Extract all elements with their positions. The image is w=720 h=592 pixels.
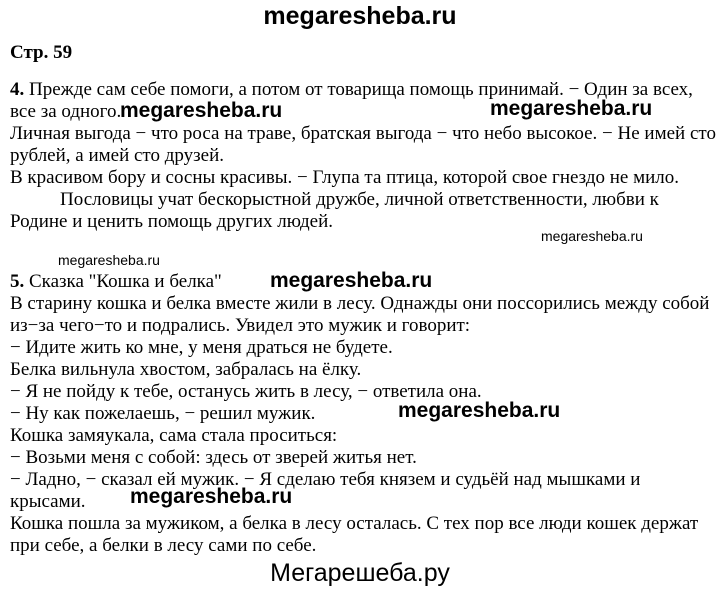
task5-number: 5.	[10, 271, 25, 292]
watermark: megaresheba.ru	[130, 485, 293, 508]
task5-line-1: В старину кошка и белка вместе жили в лесу. Однажды они поссорились между собой	[10, 293, 710, 314]
page-label: Стр. 59	[10, 42, 73, 63]
watermark: megaresheba.ru	[270, 269, 433, 292]
task4-line-7: Родине и ценить помощь других людей.	[10, 211, 334, 232]
task5-line-10: крысами.	[10, 491, 86, 512]
site-header: megaresheba.ru	[263, 2, 457, 30]
task5-line-6: − Ну как пожелаешь, − решил мужик.	[10, 403, 316, 424]
task4-line-6: Пословицы учат бескорыстной дружбе, личной ответственности, любви к	[60, 189, 659, 210]
task4-line-1: 4. Прежде сам себе помоги, а потом от товарища помощь принимай. − Один за всех,	[10, 79, 693, 100]
watermark: megaresheba.ru	[490, 97, 653, 120]
watermark-small: megaresheba.ru	[58, 252, 160, 268]
task4-line-4: рублей, а имей сто друзей.	[10, 145, 225, 166]
task5-line-2: из−за чего−то и подрались. Увидел это мужик и говорит:	[10, 315, 471, 336]
task5-title: Сказка "Кошка и белка"	[29, 271, 222, 292]
task4-line-3: Личная выгода − что роса на траве, братская выгода − что небо высокое. − Не имей сто	[10, 123, 716, 144]
watermark-small: megaresheba.ru	[541, 228, 643, 244]
task5-line-12: при себе, а белки в лесу сами по себе.	[10, 535, 317, 556]
task4-number: 4.	[10, 79, 25, 100]
task4-line-2: все за одного.	[10, 101, 122, 122]
task5-line-9: − Ладно, − сказал ей мужик. − Я сделаю тебя князем и судьёй над мышками и	[10, 469, 641, 490]
watermark: megaresheba.ru	[120, 99, 283, 122]
task5-title-line	[10, 271, 222, 293]
task5-line-3: − Идите жить ко мне, у меня драться не будете.	[10, 337, 393, 358]
task5-line-5: − Я не пойду к тебе, останусь жить в лесу, − ответила она.	[10, 381, 482, 402]
task4-line-5: В красивом бору и сосны красивы. − Глупа та птица, которой свое гнездо не мило.	[10, 167, 680, 188]
task5-line-4: Белка вильнула хвостом, забралась на ёлку.	[10, 359, 362, 380]
site-footer: Мегарешеба.ру	[270, 559, 450, 587]
task5-line-8: − Возьми меня с собой: здесь от зверей житья нет.	[10, 447, 417, 468]
task5-line-7: Кошка замяукала, сама стала проситься:	[10, 425, 338, 446]
watermark: megaresheba.ru	[398, 399, 561, 422]
task5-line-11: Кошка пошла за мужиком, а белка в лесу осталась. С тех пор все люди кошек держат	[10, 513, 699, 534]
